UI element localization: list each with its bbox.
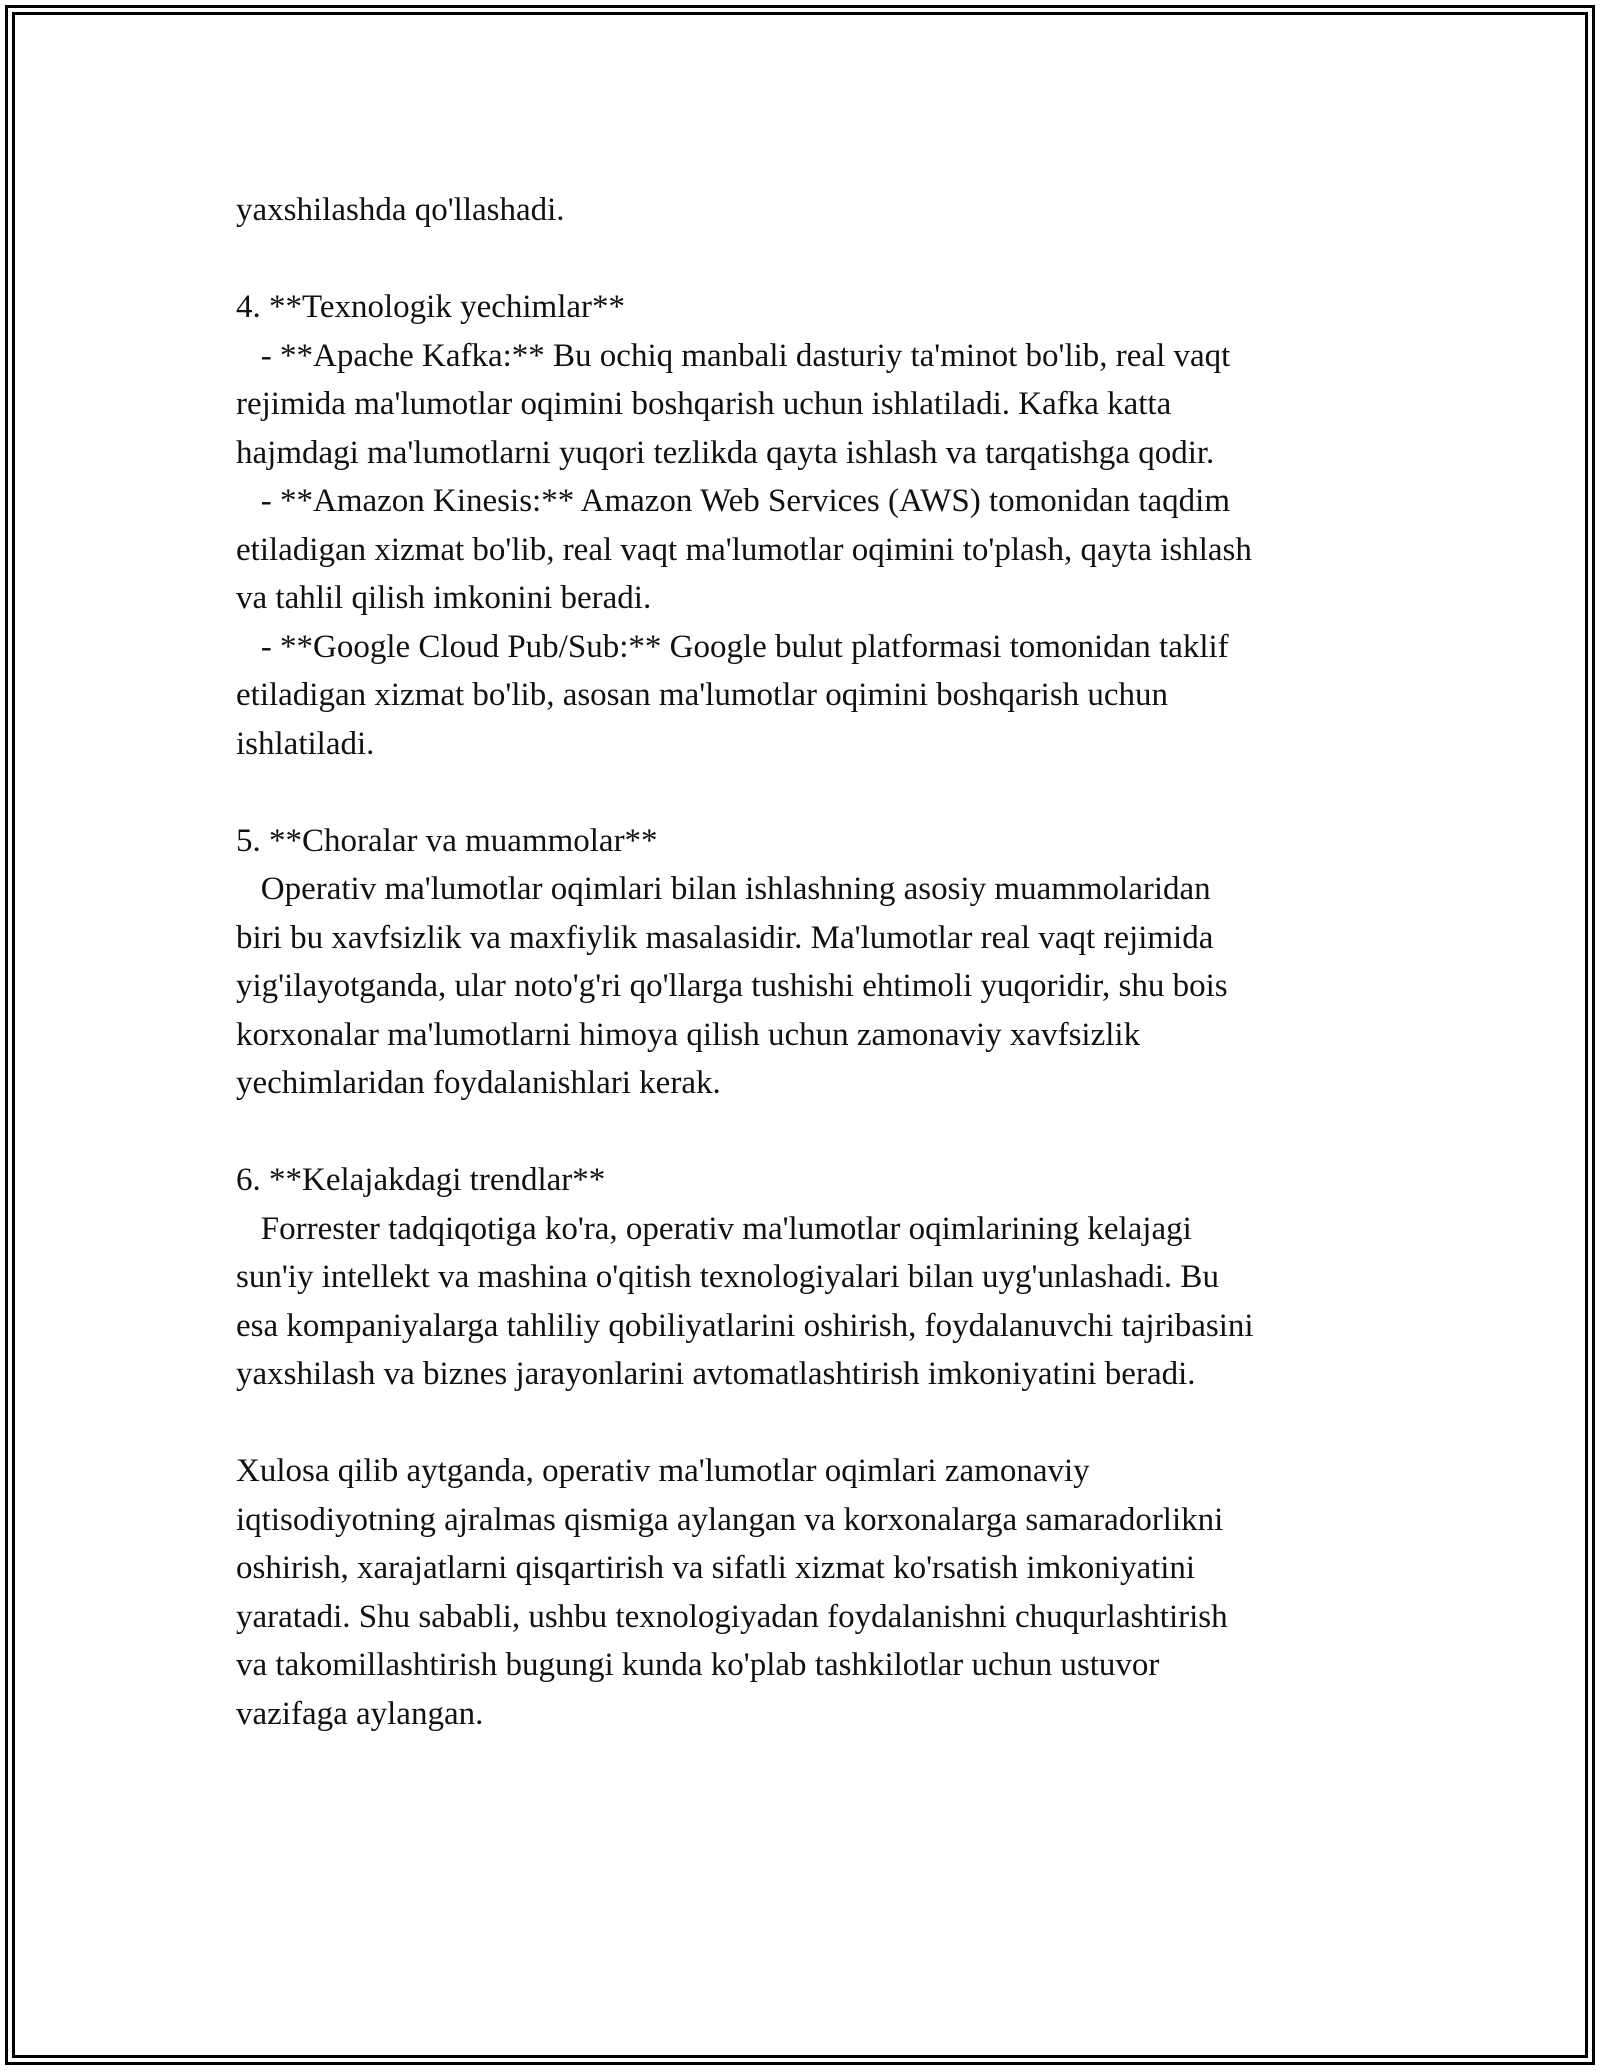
conclusion-line: Xulosa qilib aytganda, operativ ma'lumotlar oqimlari zamonaviy [236,1453,1090,1489]
text-line: yaxshilashda qo'llashadi. [236,192,565,228]
text-line: - **Google Cloud Pub/Sub:** Google bulut platformasi tomonidan taklif [236,628,1229,665]
blank-line [236,1108,1376,1157]
conclusion-line: oshirish, xarajatlarni qisqartirish va sifatli xizmat ko'rsatish imkoniyatini [236,1550,1196,1586]
conclusion-line: va takomillashtirish bugungi kunda ko'plab tashkilotlar uchun ustuvor [236,1647,1160,1683]
text-line: - **Apache Kafka:** Bu ochiq manbali dasturiy ta'minot bo'lib, real vaqt [236,337,1231,374]
text-line: etiladigan xizmat bo'lib, real vaqt ma'lumotlar oqimini to'plash, qayta ishlash [236,531,1252,568]
text-line: korxonalar ma'lumotlarni himoya qilish uchun zamonaviy xavfsizlik [236,1016,1141,1053]
conclusion-line: yaratadi. Shu sababli, ushbu texnologiyadan foydalanishni chuqurlashtirish [236,1598,1228,1635]
conclusion-line: vazifaga aylangan. [236,1695,484,1732]
text-line: esa kompaniyalarga tahliliy qobiliyatlarini oshirish, foydalanuvchi tajribasini [236,1307,1254,1344]
section-heading-4: 4. **Texnologik yechimlar** [236,289,626,325]
text-line: va tahlil qilish imkonini beradi. [236,580,652,616]
document-body [236,186,1376,1738]
text-line: sun'iy intellekt va mashina o'qitish texnologiyalari bilan uyg'unlashadi. Bu [236,1259,1219,1295]
text-line: yig'ilayotganda, ular noto'g'ri qo'llarga tushishi ehtimoli yuqoridir, shu bois [236,968,1228,1004]
blank-line [236,768,1376,817]
text-line: Operativ ma'lumotlar oqimlari bilan ishlashning asosiy muammolaridan [236,871,1211,907]
text-line: yechimlaridan foydalanishlari kerak. [236,1065,721,1101]
text-line: Forrester tadqiqotiga ko'ra, operativ ma'lumotlar oqimlarining kelajagi [236,1210,1192,1247]
section-heading-6: 6. **Kelajakdagi trendlar** [236,1162,606,1198]
text-line: ishlatiladi. [236,725,375,762]
blank-line [236,1399,1376,1448]
text-line: rejimida ma'lumotlar oqimini boshqarish uchun ishlatiladi. Kafka katta [236,386,1172,422]
text-line: - **Amazon Kinesis:** Amazon Web Services (AWS) tomonidan taqdim [236,483,1230,519]
text-line: biri bu xavfsizlik va maxfiylik masalasidir. Ma'lumotlar real vaqt rejimida [236,919,1214,956]
section-heading-5: 5. **Choralar va muammolar** [236,822,658,859]
text-line: yaxshilash va biznes jarayonlarini avtomatlashtirish imkoniyatini beradi. [236,1356,1196,1392]
text-line: hajmdagi ma'lumotlarni yuqori tezlikda qayta ishlash va tarqatishga qodir. [236,434,1215,471]
conclusion-line: iqtisodiyotning ajralmas qismiga aylangan va korxonalarga samaradorlikni [236,1501,1224,1538]
blank-line [236,235,1376,284]
text-line: etiladigan xizmat bo'lib, asosan ma'lumotlar oqimini boshqarish uchun [236,677,1169,713]
